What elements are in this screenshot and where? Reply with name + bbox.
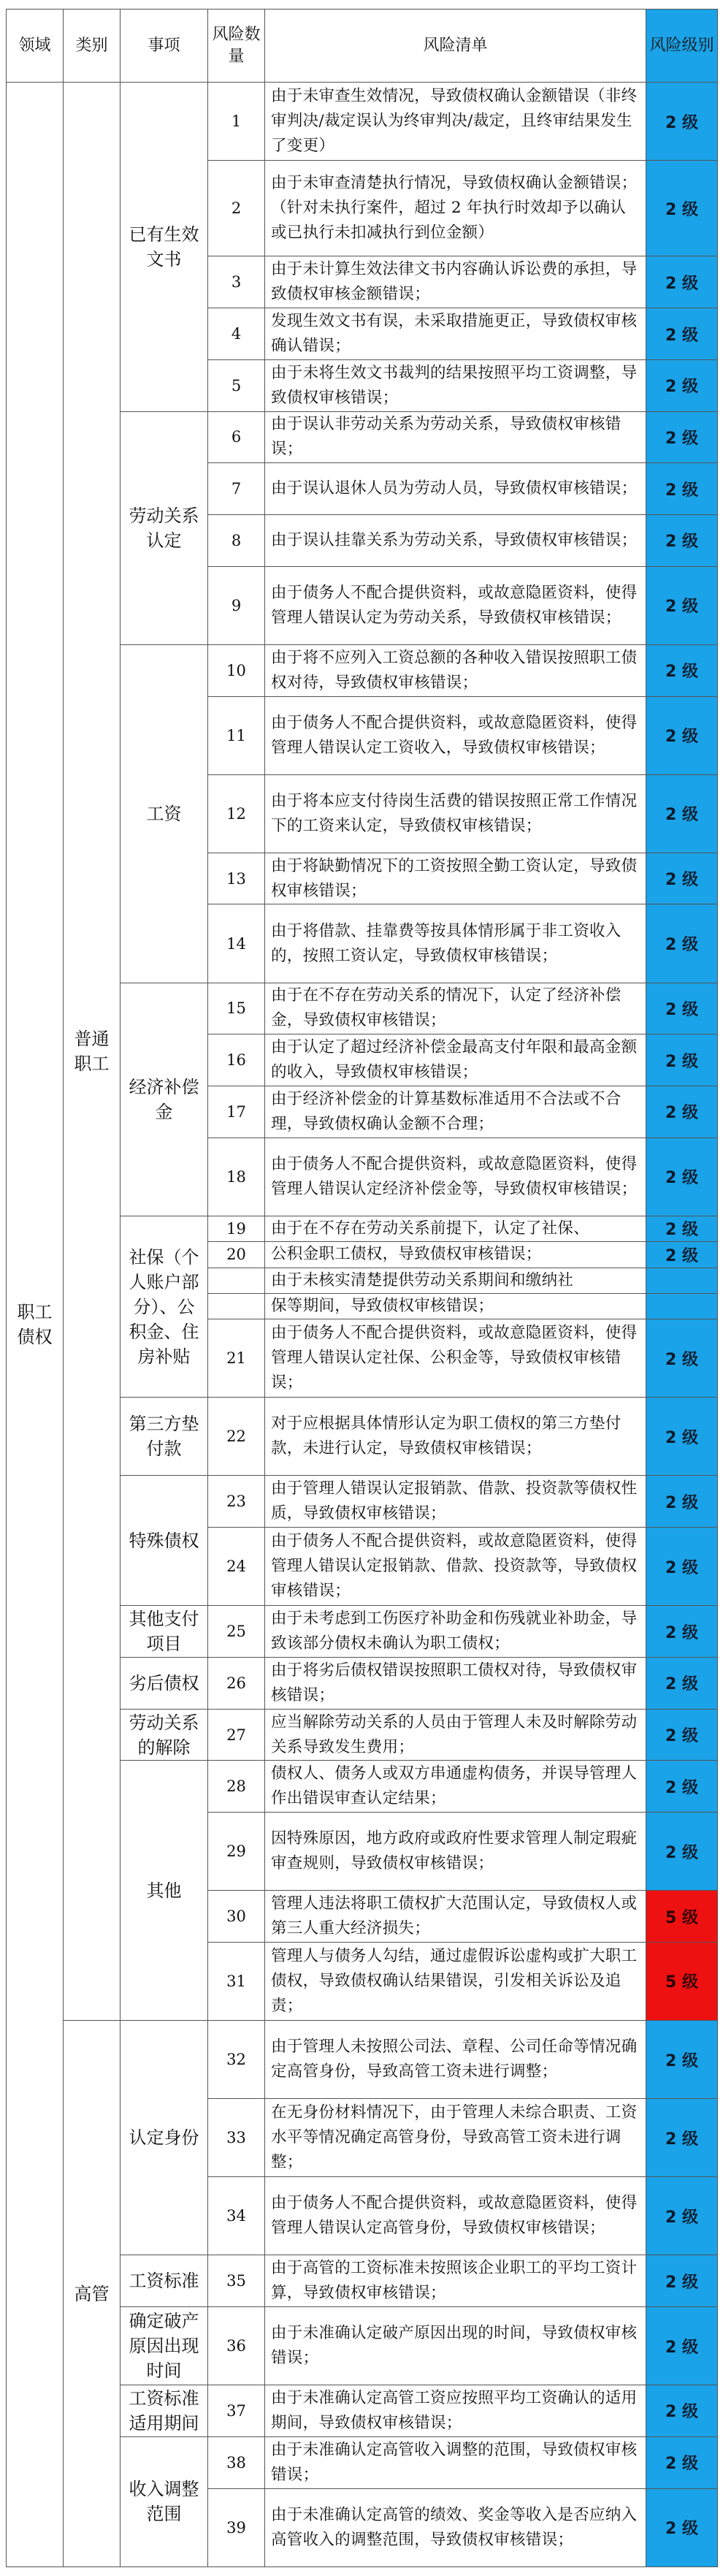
risk-level-badge: 2 级 xyxy=(646,1709,718,1761)
risk-description-cell: 由于在不存在劳动关系前提下，认定了社保、 xyxy=(265,1216,646,1241)
header-row xyxy=(7,9,718,83)
risk-level-badge xyxy=(646,1293,718,1319)
risk-number-cell: 37 xyxy=(208,2385,265,2437)
risk-number-cell: 22 xyxy=(208,1398,265,1476)
header-risk-list: 风险清单 xyxy=(265,9,646,83)
risk-level-badge: 2 级 xyxy=(646,463,718,515)
risk-list-table xyxy=(6,9,718,2567)
item-cell: 其他支付项目 xyxy=(120,1606,208,1658)
risk-level-badge: 2 级 xyxy=(646,2099,718,2177)
risk-number-cell: 8 xyxy=(208,515,265,567)
risk-level-badge: 2 级 xyxy=(646,774,718,853)
risk-level-badge: 2 级 xyxy=(646,1216,718,1241)
item-cell: 工资标准适用期间 xyxy=(120,2385,208,2437)
item-cell: 劳动关系的解除 xyxy=(120,1709,208,1761)
risk-number-cell: 5 xyxy=(208,359,265,411)
item-cell: 已有生效文书 xyxy=(120,83,208,412)
risk-number-cell: 31 xyxy=(208,1942,265,2020)
risk-description-cell: 由于未准确认定高管工资应按照平均工资确认的适用期间，导致债权审核错误； xyxy=(265,2385,646,2437)
risk-level-badge: 2 级 xyxy=(646,2177,718,2255)
risk-number-cell: 12 xyxy=(208,774,265,853)
table-body xyxy=(7,83,718,2567)
risk-level-badge: 2 级 xyxy=(646,644,718,696)
risk-number-cell: 15 xyxy=(208,983,265,1034)
risk-level-badge: 2 级 xyxy=(646,1138,718,1216)
risk-description-cell: 保等期间，导致债权审核错误； xyxy=(265,1293,646,1319)
risk-number-cell: 39 xyxy=(208,2488,265,2567)
risk-description-cell: 由于债务人不配合提供资料，或故意隐匿资料，使得管理人错误认定高管身份，导致债权审核错误； xyxy=(265,2177,646,2255)
table-row xyxy=(7,2021,718,2099)
risk-level-badge: 2 级 xyxy=(646,2021,718,2099)
risk-description-cell: 由于将缺勤情况下的工资按照全勤工资认定，导致债权审核错误； xyxy=(265,853,646,904)
risk-number-cell: 3 xyxy=(208,256,265,308)
risk-number-cell: 6 xyxy=(208,411,265,463)
risk-description-cell: 公积金职工债权，导致债权审核错误； xyxy=(265,1242,646,1268)
risk-number-cell: 4 xyxy=(208,308,265,360)
risk-number-cell: 33 xyxy=(208,2099,265,2177)
risk-description-cell: 由于未准确认定高管的绩效、奖金等收入是否应纳入高管收入的调整范围，导致债权审核错误； xyxy=(265,2488,646,2567)
risk-level-badge: 2 级 xyxy=(646,1034,718,1086)
risk-number-cell: 38 xyxy=(208,2436,265,2488)
risk-level-badge: 2 级 xyxy=(646,696,718,774)
risk-description-cell: 由于将本应支付待岗生活费的错误按照正常工作情况下的工资来认定，导致债权审核错误； xyxy=(265,774,646,853)
risk-number-cell xyxy=(208,1293,265,1319)
risk-level-badge: 2 级 xyxy=(646,308,718,360)
risk-description-cell: 债权人、债务人或双方串通虚构债务，并误导管理人作出错误审查认定结果； xyxy=(265,1761,646,1813)
item-cell: 经济补偿金 xyxy=(120,983,208,1216)
item-cell: 特殊债权 xyxy=(120,1476,208,1606)
risk-description-cell: 因特殊原因，地方政府或政府性要求管理人制定瑕疵审查规则，导致债权审核错误； xyxy=(265,1813,646,1891)
risk-description-cell: 管理人与债务人勾结，通过虚假诉讼虚构或扩大职工债权，导致债权确认结果错误，引发相关诉讼及追责； xyxy=(265,1942,646,2020)
risk-description-cell: 由于管理人错误认定报销款、借款、投资款等债权性质，导致债权审核错误； xyxy=(265,1476,646,1528)
risk-number-cell: 21 xyxy=(208,1319,265,1398)
risk-level-badge: 2 级 xyxy=(646,411,718,463)
risk-description-cell: 由于将不应列入工资总额的各种收入错误按照职工债权对待，导致债权审核错误； xyxy=(265,644,646,696)
risk-level-badge: 2 级 xyxy=(646,1761,718,1813)
header-domain: 领域 xyxy=(7,9,64,83)
risk-number-cell: 9 xyxy=(208,566,265,644)
domain-cell: 职工债权 xyxy=(7,83,64,2567)
risk-description-cell: 由于将劣后债权错误按照职工债权对待，导致债权审核错误； xyxy=(265,1657,646,1709)
risk-level-badge: 2 级 xyxy=(646,2488,718,2567)
table-header xyxy=(7,9,718,83)
risk-description-cell: 由于未准确认定破产原因出现的时间，导致债权审核错误； xyxy=(265,2307,646,2385)
risk-number-cell: 30 xyxy=(208,1891,265,1943)
risk-number-cell: 28 xyxy=(208,1761,265,1813)
risk-description-cell: 由于未计算生效法律文书内容确认诉讼费的承担，导致债权审核金额错误； xyxy=(265,256,646,308)
item-cell: 其他 xyxy=(120,1761,208,2021)
header-item: 事项 xyxy=(120,9,208,83)
item-cell: 工资 xyxy=(120,644,208,983)
risk-level-badge: 2 级 xyxy=(646,2436,718,2488)
risk-description-cell: 由于未将生效文书裁判的结果按照平均工资调整，导致债权审核错误； xyxy=(265,359,646,411)
risk-level-badge: 2 级 xyxy=(646,983,718,1034)
risk-number-cell: 7 xyxy=(208,463,265,515)
risk-level-badge: 5 级 xyxy=(646,1891,718,1943)
risk-description-cell: 对于应根据具体情形认定为职工债权的第三方垫付款，未进行认定，导致债权审核错误； xyxy=(265,1398,646,1476)
risk-level-badge: 2 级 xyxy=(646,1476,718,1528)
risk-description-cell: 由于未审查生效情况，导致债权确认金额错误（非终审判决/裁定误认为终审判决/裁定，且终审结果发生了变更） xyxy=(265,83,646,161)
risk-number-cell xyxy=(208,1268,265,1293)
item-cell: 工资标准 xyxy=(120,2255,208,2307)
risk-description-cell: 管理人违法将职工债权扩大范围认定，导致债权人或第三人重大经济损失； xyxy=(265,1891,646,1943)
risk-level-badge: 2 级 xyxy=(646,1242,718,1268)
risk-level-badge: 2 级 xyxy=(646,515,718,567)
risk-number-cell: 13 xyxy=(208,853,265,904)
risk-description-cell: 由于债务人不配合提供资料，或故意隐匿资料，使得管理人错误认定工资收入，导致债权审核错误； xyxy=(265,696,646,774)
risk-level-badge: 2 级 xyxy=(646,83,718,161)
item-cell: 确定破产原因出现时间 xyxy=(120,2307,208,2385)
risk-description-cell: 由于未核实清楚提供劳动关系期间和缴纳社 xyxy=(265,1268,646,1293)
item-cell: 认定身份 xyxy=(120,2021,208,2255)
risk-level-badge: 2 级 xyxy=(646,1528,718,1606)
table-row xyxy=(7,83,718,161)
risk-level-badge: 2 级 xyxy=(646,904,718,983)
risk-number-cell: 17 xyxy=(208,1086,265,1138)
risk-level-badge: 2 级 xyxy=(646,1398,718,1476)
risk-description-cell: 由于认定了超过经济补偿金最高支付年限和最高金额的收入，导致债权审核错误； xyxy=(265,1034,646,1086)
risk-description-cell: 由于债务人不配合提供资料，或故意隐匿资料，使得管理人错误认定经济补偿金等，导致债权审核错误； xyxy=(265,1138,646,1216)
risk-description-cell: 由于高管的工资标准未按照该企业职工的平均工资计算，导致债权审核错误； xyxy=(265,2255,646,2307)
risk-level-badge: 2 级 xyxy=(646,256,718,308)
risk-number-cell: 26 xyxy=(208,1657,265,1709)
risk-number-cell: 20 xyxy=(208,1242,265,1268)
risk-description-cell: 由于将借款、挂靠费等按具体情形属于非工资收入的，按照工资认定，导致债权审核错误； xyxy=(265,904,646,983)
risk-description-cell: 应当解除劳动关系的人员由于管理人未及时解除劳动关系导致发生费用； xyxy=(265,1709,646,1761)
item-cell: 劳动关系认定 xyxy=(120,411,208,644)
header-risk-level: 风险级别 xyxy=(646,9,718,83)
risk-level-badge: 5 级 xyxy=(646,1942,718,2020)
risk-number-cell: 24 xyxy=(208,1528,265,1606)
risk-number-cell: 34 xyxy=(208,2177,265,2255)
risk-description-cell: 由于管理人未按照公司法、章程、公司任命等情况确定高管身份，导致高管工资未进行调整； xyxy=(265,2021,646,2099)
risk-description-cell: 在无身份材料情况下，由于管理人未综合职责、工资水平等情况确定高管身份，导致高管工资未进行调整； xyxy=(265,2099,646,2177)
risk-level-badge: 2 级 xyxy=(646,853,718,904)
risk-number-cell: 10 xyxy=(208,644,265,696)
risk-number-cell: 2 xyxy=(208,161,265,256)
risk-level-badge: 2 级 xyxy=(646,1606,718,1658)
risk-level-badge: 2 级 xyxy=(646,359,718,411)
risk-level-badge: 2 级 xyxy=(646,2255,718,2307)
item-cell: 社保（个人账户部分）、公积金、住房补贴 xyxy=(120,1216,208,1398)
risk-level-badge: 2 级 xyxy=(646,1657,718,1709)
risk-number-cell: 27 xyxy=(208,1709,265,1761)
risk-number-cell: 18 xyxy=(208,1138,265,1216)
risk-number-cell: 29 xyxy=(208,1813,265,1891)
risk-description-cell: 由于债务人不配合提供资料，或故意隐匿资料，使得管理人错误认定为劳动关系，导致债权审核错误； xyxy=(265,566,646,644)
item-cell: 收入调整范围 xyxy=(120,2436,208,2567)
risk-level-badge xyxy=(646,1268,718,1293)
risk-level-badge: 2 级 xyxy=(646,1813,718,1891)
risk-description-cell: 由于误认退休人员为劳动人员，导致债权审核错误； xyxy=(265,463,646,515)
risk-number-cell: 32 xyxy=(208,2021,265,2099)
risk-description-cell: 由于经济补偿金的计算基数标准适用不合法或不合理，导致债权确认金额不合理； xyxy=(265,1086,646,1138)
risk-description-cell: 由于误认非劳动关系为劳动关系，导致债权审核错误； xyxy=(265,411,646,463)
risk-level-badge: 2 级 xyxy=(646,161,718,256)
risk-level-badge: 2 级 xyxy=(646,566,718,644)
risk-number-cell: 25 xyxy=(208,1606,265,1658)
category-cell: 普通职工 xyxy=(64,83,120,2021)
risk-level-badge: 2 级 xyxy=(646,1319,718,1398)
item-cell: 劣后债权 xyxy=(120,1657,208,1709)
risk-number-cell: 1 xyxy=(208,83,265,161)
risk-number-cell: 19 xyxy=(208,1216,265,1241)
category-cell: 高管 xyxy=(64,2021,120,2567)
risk-description-cell: 由于在不存在劳动关系的情况下，认定了经济补偿金，导致债权审核错误； xyxy=(265,983,646,1034)
risk-number-cell: 23 xyxy=(208,1476,265,1528)
risk-description-cell: 由于债务人不配合提供资料，或故意隐匿资料，使得管理人错误认定社保、公积金等，导致债权审核错误； xyxy=(265,1319,646,1398)
risk-description-cell: 由于未考虑到工伤医疗补助金和伤残就业补助金，导致该部分债权未确认为职工债权； xyxy=(265,1606,646,1658)
risk-description-cell: 由于未准确认定高管收入调整的范围，导致债权审核错误； xyxy=(265,2436,646,2488)
risk-description-cell: 由于误认挂靠关系为劳动关系，导致债权审核错误； xyxy=(265,515,646,567)
header-category: 类别 xyxy=(64,9,120,83)
risk-level-badge: 2 级 xyxy=(646,2307,718,2385)
risk-description-cell: 发现生效文书有误，未采取措施更正，导致债权审核确认错误； xyxy=(265,308,646,360)
risk-number-cell: 14 xyxy=(208,904,265,983)
risk-description-cell: 由于未审查清楚执行情况，导致债权确认金额错误；（针对未执行案件，超过 2 年执行时效却予以确认或已执行未扣减执行到位金额） xyxy=(265,161,646,256)
risk-number-cell: 16 xyxy=(208,1034,265,1086)
header-risk-count: 风险数量 xyxy=(208,9,265,83)
risk-level-badge: 2 级 xyxy=(646,2385,718,2437)
risk-number-cell: 36 xyxy=(208,2307,265,2385)
risk-number-cell: 35 xyxy=(208,2255,265,2307)
item-cell: 第三方垫付款 xyxy=(120,1398,208,1476)
risk-level-badge: 2 级 xyxy=(646,1086,718,1138)
risk-description-cell: 由于债务人不配合提供资料，或故意隐匿资料，使得管理人错误认定报销款、借款、投资款等，导致债权审核错误； xyxy=(265,1528,646,1606)
risk-number-cell: 11 xyxy=(208,696,265,774)
